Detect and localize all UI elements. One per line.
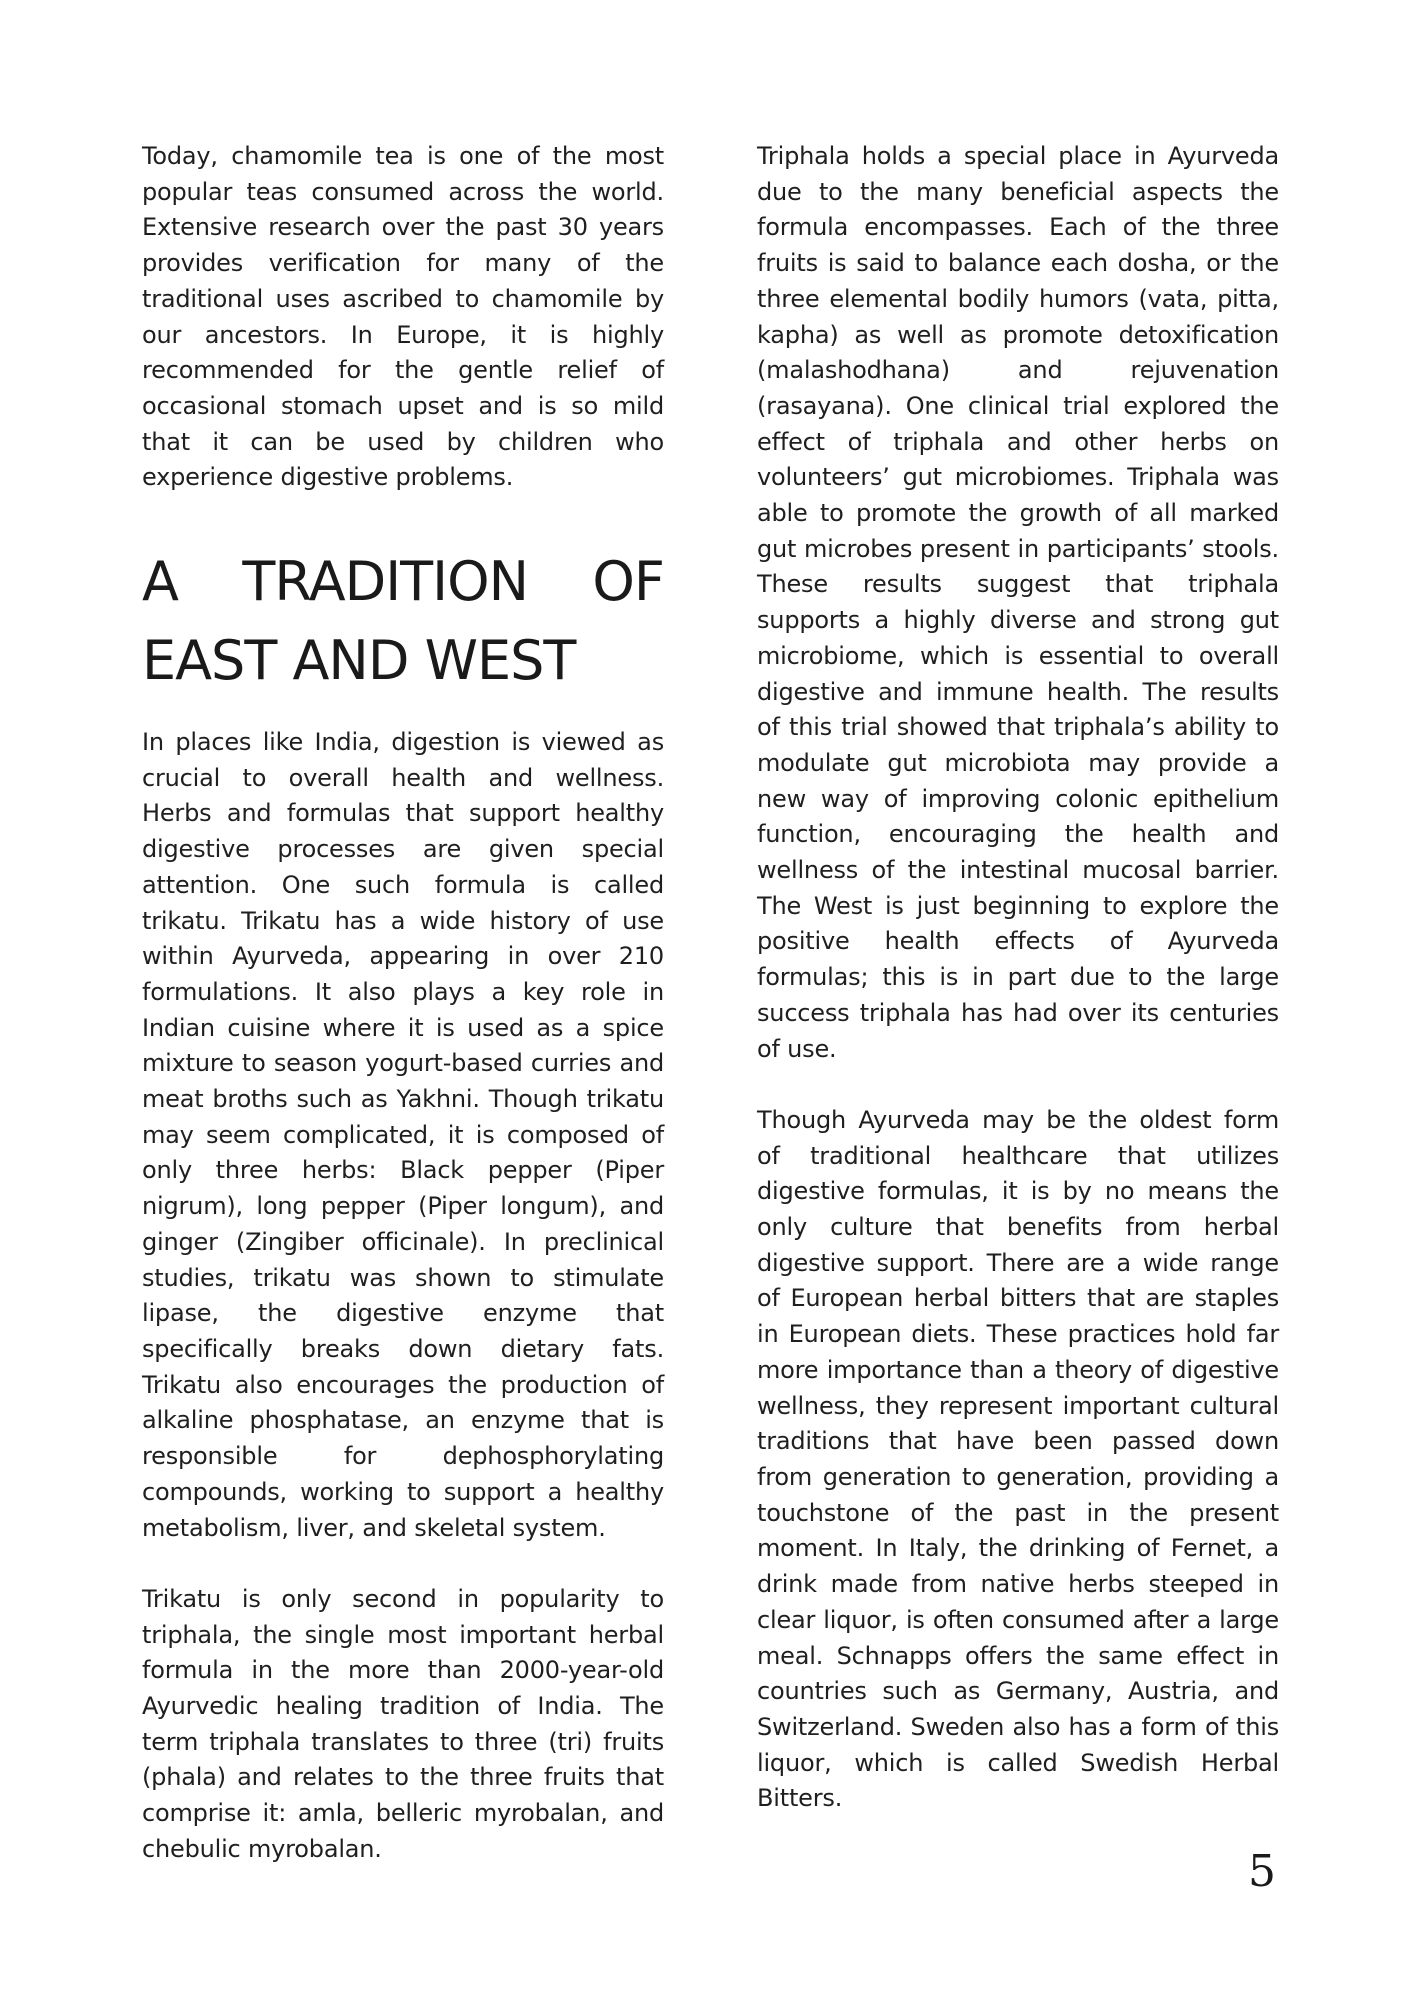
left-column — [142, 139, 664, 1868]
intro-paragraph: Today, chamomile tea is one of the most popular teas consumed across the world. Extensive research over the past 30 years provides verification for many of the traditional uses ascribed to chamomile by our ancestors. In Europe, it is highly recommended for the gentle relief of occasional stomach upset and is so mild that it can be used by children who experience digestive problems. — [142, 142, 664, 492]
heading-word: TRADITION — [242, 550, 528, 614]
page-number: 5 — [1248, 1846, 1276, 1897]
section-heading-line-2: EAST AND WEST — [142, 629, 576, 693]
european-bitters-paragraph: Though Ayurveda may be the oldest form of traditional healthcare that utilizes digestive formulas, it is by no means the only culture that benefits from herbal digestive support. There are a wide range of European herbal bitters that are staples in European diets. These practices hold far more importance than a theory of digestive wellness, they represent important cultural traditions that have been passed down from generation to generation, providing a touchstone of the past in the present moment. In Italy, the drinking of Fernet, a drink made from native herbs steeped in clear liquor, is often consumed after a large meal. Schnapps offers the same effect in countries such as Germany, Austria, and Switzerland. Sweden also has a form of this liquor, which is called Swedish Herbal Bitters. — [757, 1105, 1279, 1813]
section-heading-line-1 — [142, 542, 664, 621]
right-column — [757, 139, 1279, 1817]
triphala-intro-paragraph: Trikatu is only second in popularity to triphala, the single most important herbal formula in the more than 2000-year-old Ayurvedic healing tradition of India. The term triphala translates to three (tri) fruits (phala) and relates to the three fruits that comprise it: amla, belleric myrobalan, and chebulic myrobalan. — [142, 1584, 664, 1863]
heading-word: A — [142, 550, 178, 614]
heading-word: OF — [592, 550, 664, 614]
trikatu-paragraph: In places like India, digestion is viewed as crucial to overall health and wellness. Herbs and formulas that support healthy digestive processes are given special attention. One such formula is called trikatu. Trikatu has a wide history of use within Ayurveda, appearing in over 210 formulations. It also plays a key role in Indian cuisine where it is used as a spice mixture to season yogurt-based curries and meat broths such as Yakhni. Though trikatu may seem complicated, it is composed of only three herbs: Black pepper (Piper nigrum), long pepper (Piper longum), and ginger (Zingiber officinale). In preclinical studies, trikatu was shown to stimulate lipase, the digestive enzyme that specifically breaks down dietary fats. Trikatu also encourages the production of alkaline phosphatase, an enzyme that is responsible for dephosphorylating compounds, working to support a healthy metabolism, liver, and skeletal system. — [142, 728, 664, 1542]
section-heading — [142, 542, 664, 700]
triphala-paragraph: Triphala holds a special place in Ayurveda due to the many beneficial aspects the formula encompasses. Each of the three fruits is said to balance each dosha, or the three elemental bodily humors (vata, pitta, kapha) as well as promote detoxification (malashodhana) and rejuvenation (rasayana). One clinical trial explored the effect of triphala and other herbs on volunteers’ gut microbiomes. Triphala was able to promote the growth of all marked gut microbes present in participants’ stools. These results suggest that triphala supports a highly diverse and strong gut microbiome, which is essential to overall digestive and immune health. The results of this trial showed that triphala’s ability to modulate gut microbiota may provide a new way of improving colonic epithelium function, encouraging the health and wellness of the intestinal mucosal barrier. The West is just beginning to explore the positive health effects of Ayurveda formulas; this is in part due to the large success triphala has had over its centuries of use. — [757, 142, 1279, 1063]
